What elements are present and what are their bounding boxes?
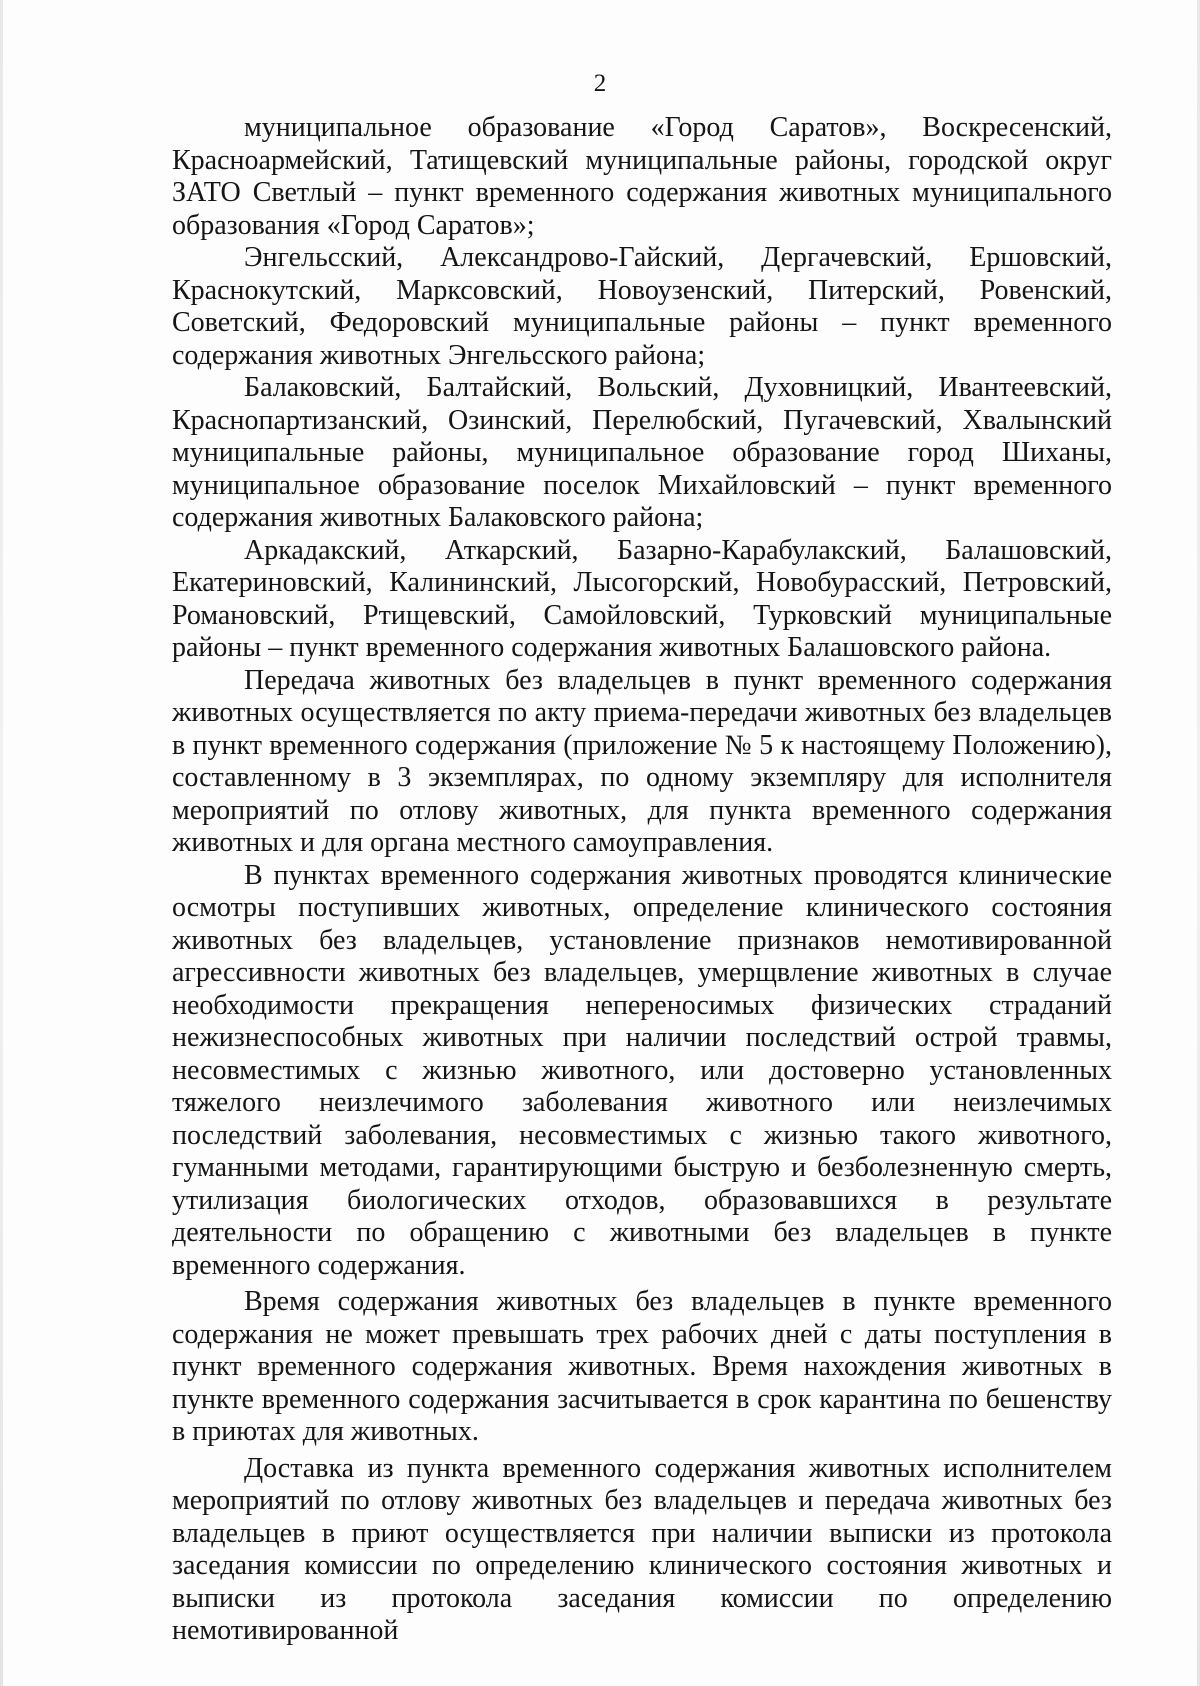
paragraph-delivery-to-shelter: Доставка из пункта временного содержания животных исполнителем мероприятий по отлову животных без владельцев и передача животных без владельцев в приют осуществляется при наличии выписки из протокола заседания комиссии по определению клинического состояния животных и выписки из протокола заседания комиссии по определению немотивированной — [172, 1452, 1112, 1646]
paragraph-engels-district: Энгельсский, Александрово-Гайский, Дергачевский, Ершовский, Краснокутский, Марксовский, Новоузенский, Питерский, Ровенский, Советский, Федоровский муниципальные районы – пункт временного содержания животных Энгельсского района; — [172, 242, 1112, 371]
paragraph-clinical-exams: В пунктах временного содержания животных проводятся клинические осмотры поступивших животных, определение клинического состояния животных без владельцев, установление признаков немотивированной агрессивности животных без владельцев, умерщвление животных в случае необходимости прекращения непереносимых физических страданий нежизнеспособных животных при наличии последствий острой травмы, несовместимых с жизнью животного, или достоверно установленных тяжелого неизлечимого заболевания животного или неизлечимых последствий заболевания, несовместимых с жизнью такого животного, гуманными методами, гарантирующими быструю и безболезненную смерть, утилизация биологических отходов, образовавшихся в результате деятельности по обращению с животными без владельцев в пункте временного содержания. — [172, 859, 1112, 1281]
paragraph-holding-time: Время содержания животных без владельцев в пункте временного содержания не может превышать трех рабочих дней с даты поступления в пункт временного содержания животных. Время нахождения животных в пункте временного содержания засчитывается в срок карантина по бешенству в приютах для животных. — [172, 1286, 1112, 1447]
document-body — [172, 112, 1112, 1648]
paragraph-balashov-district: Аркадакский, Аткарский, Базарно-Карабулакский, Балашовский, Екатериновский, Калининский, Лысогорский, Новобурасский, Петровский, Романовский, Ртищевский, Самойловский, Турковский муниципальные районы – пункт временного содержания животных Балашовского района. — [172, 534, 1112, 663]
scan-edge-left — [0, 0, 3, 1686]
page-number: 2 — [593, 70, 607, 97]
paragraph-balakovo-district: Балаковский, Балтайский, Вольский, Духовницкий, Ивантеевский, Краснопартизанский, Озинский, Перелюбский, Пугачевский, Хвалынский муниципальные районы, муниципальное образование город Шиханы, муниципальное образование поселок Михайловский – пункт временного содержания животных Балаковского района; — [172, 372, 1112, 533]
paragraph-transfer-act: Передача животных без владельцев в пункт временного содержания животных осуществляется по акту приема-передачи животных без владельцев в пункт временного содержания (приложение № 5 к настоящему Положению), составленному в 3 экземплярах, по одному экземпляру для исполнителя мероприятий по отлову животных, для пункта временного содержания животных и для органа местного самоуправления. — [172, 664, 1112, 858]
paragraph-saratov-district: муниципальное образование «Город Саратов», Воскресенский, Красноармейский, Татищевский муниципальные районы, городской округ ЗАТО Светлый – пункт временного содержания животных муниципального образования «Город Саратов»; — [172, 112, 1112, 241]
